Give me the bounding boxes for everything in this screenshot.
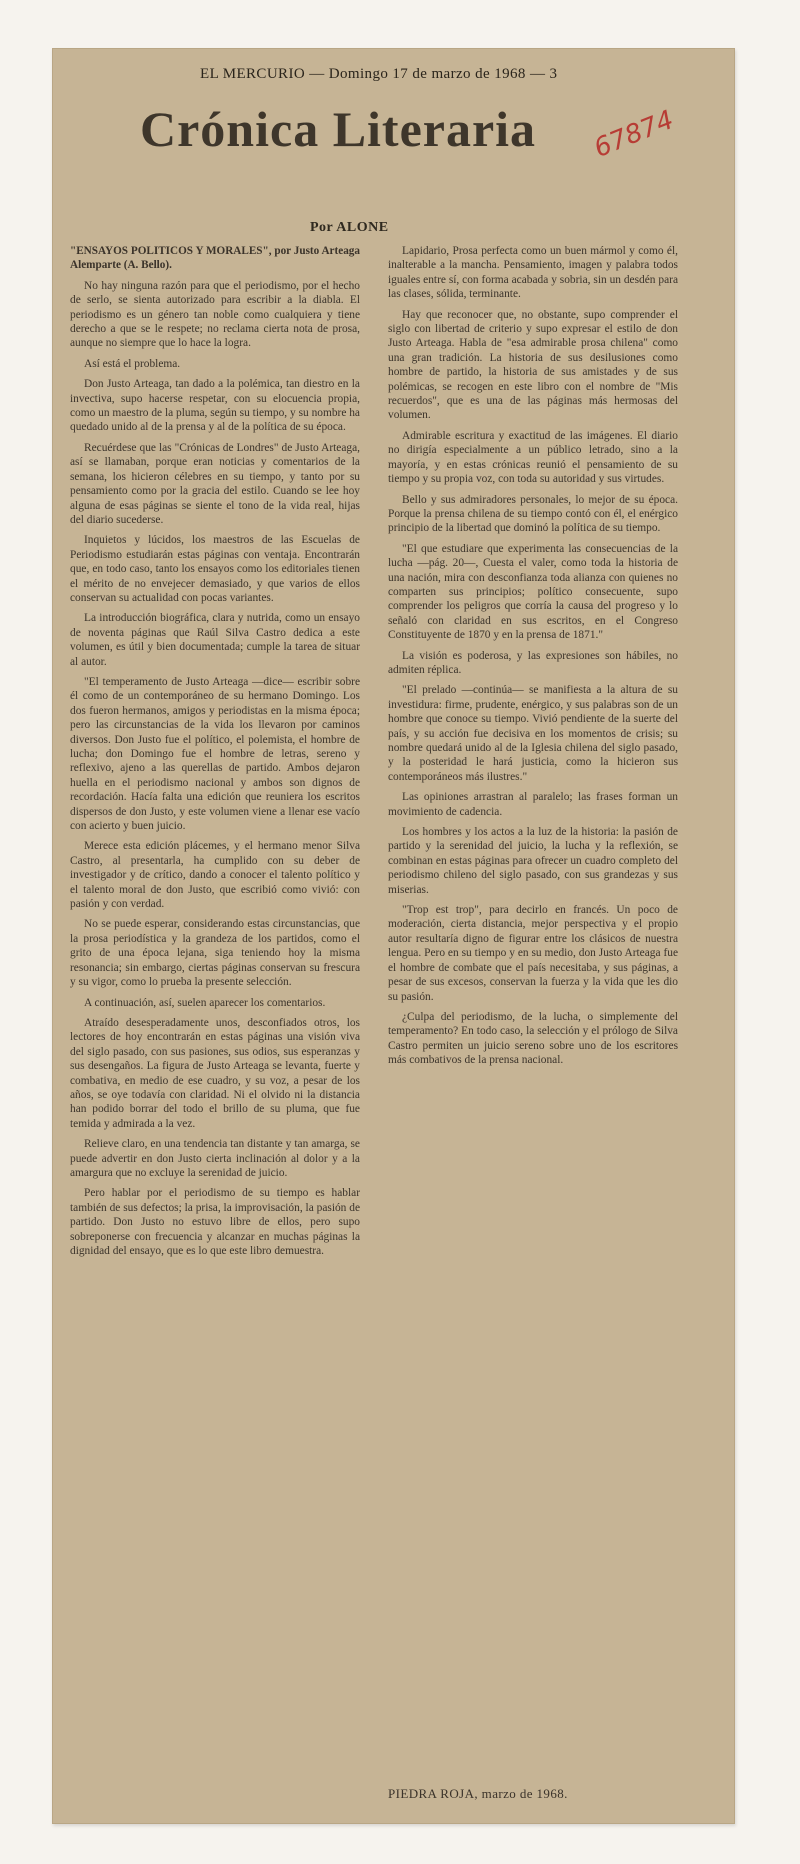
paragraph: No se puede esperar, considerando estas circunstancias, que la prosa periodística y la grandeza de los partidos, como el grito de una época lejana, siga teniendo hoy la misma resonancia; sin embargo, ciertas páginas conservan su frescura y su vigor, como lo prueba la presente selección. xyxy=(70,918,360,989)
article-column-right xyxy=(388,244,678,1792)
paragraph: La introducción biográfica, clara y nutrida, como un ensayo de noventa páginas que Raúl Silva Castro dedica a este volumen, es útil y bien documentada; cumple la tarea de situar al autor. xyxy=(70,612,360,668)
paragraph: "El que estudiare que experimenta las consecuencias de la lucha —pág. 20—, Cuesta el valer, como toda la historia de una nación, mira con desconfianza toda alianza con quienes no comparten sus principios; político consecuente, supo comprender los peligros que corría la causa del progreso y lo señaló con claridad en sus escritos, en el Congreso Constituyente de 1870 y en la prensa de 1871." xyxy=(388,542,678,642)
paragraph: No hay ninguna razón para que el periodismo, por el hecho de serlo, se sienta autorizado para escribir a la diabla. El periodismo es un género tan noble como cualquiera y tiene derecho a que se le respete; no reclama cierta nota de prosa, aunque no siempre que lo hace la logra. xyxy=(70,279,360,350)
paragraph: Bello y sus admiradores personales, lo mejor de su época. Porque la prensa chilena de su tiempo contó con él, el enérgico principio de la libertad que dominó la política de su tiempo. xyxy=(388,493,678,535)
paragraph: "Trop est trop", para decirlo en francés. Un poco de moderación, cierta distancia, mejor perspectiva y el propio autor resultaría digno de figurar entre los clásicos de nuestra lengua. Pero en su tiempo y en su medio, don Justo Arteaga fue el hombre de combate que el país necesitaba, y sus páginas, a pesar de sus excesos, conservan la fuerza y la vida que les dio su pasión. xyxy=(388,904,678,1003)
paragraph: ¿Culpa del periodismo, de la lucha, o simplemente del temperamento? En todo caso, la selección y el prólogo de Silva Castro permiten un juicio sereno sobre uno de los escritores más combativos de la prensa nacional. xyxy=(388,1010,678,1067)
paragraph: Así está el problema. xyxy=(84,357,181,370)
paragraph: A continuación, así, suelen aparecer los comentarios. xyxy=(84,996,326,1009)
article-signoff: PIEDRA ROJA, marzo de 1968. xyxy=(388,1786,568,1801)
paragraph: Relieve claro, en una tendencia tan distante y tan amarga, se puede advertir en don Justo cierta inclinación al dolor y a la amargura que no excluye la serenidad de juicio. xyxy=(70,1138,360,1179)
paragraph: Inquietos y lúcidos, los maestros de las Escuelas de Periodismo estudiarán estas páginas con ventaja. Encontrarán que, en todo caso, tanto los ensayos como los editoriales tienen el mérito de no envejecer demasiado, y que varios de ellos conservan su actualidad con pocas variantes. xyxy=(70,534,360,604)
handwritten-archive-number: 67874 xyxy=(590,105,678,164)
paragraph: Merece esta edición plácemes, y el hermano menor Silva Castro, al presentarla, ha cumplido con su deber de investigador y de crítico, dando a conocer el talento político y el talento moral de don Justo, que escribió como vivió: con pasión y con verdad. xyxy=(70,840,360,911)
paragraph: "El prelado —continúa— se manifiesta a la altura de su investidura: firme, prudente, enérgico, y sus palabras son de un hombre que conoce su tiempo. Vivió pendiente de la suerte del país, y su acción fue decisiva en los momentos de crisis; su nombre quedará unido al de la Iglesia chilena del siglo pasado, y la posteridad le hará justicia, como la hicieron sus contemporáneos más ilustres." xyxy=(388,684,678,783)
paragraph: Hay que reconocer que, no obstante, supo comprender el siglo con libertad de criterio y supo expresar el estilo de don Justo Arteaga. Habla de "esa admirable prosa chilena" como una gran tradición. La historia de sus desilusiones como hombre de partido, la historia de sus amistades y de sus polémicas, se recogen en este libro con el nombre de "Mis recuerdos", que es una de las páginas más hermosas del volumen. xyxy=(388,308,678,422)
paragraph: Don Justo Arteaga, tan dado a la polémica, tan diestro en la invectiva, supo hacerse respetar, con su elocuencia propia, como un maestro de la pluma, según su tiempo, y su nombre ha quedado unido al de la prensa y al de la política de su época. xyxy=(70,378,360,434)
paragraph: Los hombres y los actos a la luz de la historia: la pasión de partido y la serenidad del juicio, la lucha y la reflexión, se combinan en estas páginas para ofrecer un cuadro completo del periodismo chileno del siglo pasado, con sus grandezas y sus miserias. xyxy=(388,826,678,896)
paragraph: "El temperamento de Justo Arteaga —dice— escribir sobre él como de un contemporáneo de su hermano Domingo. Los dos fueron hermanos, amigos y periodistas en la misma época; pero las circunstancias de la vida los llevaron por caminos diversos. Don Justo fue el político, el polemista, el hombre de lucha; don Domingo fue el hombre de letras, sereno y reflexivo, ajeno a las querellas de partido. Ambos dejaron huella en el periodismo nacional y ambos son dignos de recordación. Hacía falta una edición que reuniera los escritos dispersos de don Justo, y este volumen viene a llenar ese vacío con acierto y buen juicio. xyxy=(70,675,360,833)
paragraph: Pero hablar por el periodismo de su tiempo es hablar también de sus defectos; la prisa, la improvisación, la pasión de partido. Don Justo no estuvo libre de ellos, pero supo sobreponerse con frecuencia y alcanzar en muchas páginas la dignidad del ensayo, que es lo que este libro demuestra. xyxy=(70,1187,360,1257)
article-lead-heading: "ENSAYOS POLITICOS Y MORALES", por Justo Arteaga Alemparte (A. Bello). xyxy=(70,245,360,272)
paragraph: Admirable escritura y exactitud de las imágenes. El diario no dirigía especialmente a un público letrado, sino a la mayoría, y en estas crónicas reunió el pensamiento de su tiempo y su propia voz, con toda su autoridad y sus virtudes. xyxy=(388,429,678,486)
byline: Por ALONE xyxy=(310,220,389,235)
paragraph: La visión es poderosa, y las expresiones son hábiles, no admiten réplica. xyxy=(388,649,678,676)
section-title: Crónica Literaria xyxy=(140,101,537,157)
article-column-left xyxy=(70,244,360,1792)
paragraph: Recuérdese que las "Crónicas de Londres" de Justo Arteaga, así se llamaban, porque eran noticias y comentarios de la semana, los hicieron célebres en su tiempo, y tanto por su pensamiento como por la gracia del estilo. Cuando se lee hoy alguna de esas páginas se siente el tono de la vida real, hijas del diario sucederse. xyxy=(70,441,360,526)
paragraph: Atraído desesperadamente unos, desconfiados otros, los lectores de hoy encontrarán en estas páginas una visión viva del siglo pasado, con sus pasiones, sus odios, sus esperanzas y sus desengaños. La figura de Justo Arteaga se levanta, fuerte y combativa, en medio de ese cuadro, y su voz, a pesar de los años, se oye todavía con claridad. Ni el olvido ni la distancia han podido borrar del todo el brillo de su pluma, que fue temida y admirada a la vez. xyxy=(70,1016,360,1130)
paragraph: Lapidario, Prosa perfecta como un buen mármol y como él, inalterable a la mancha. Pensamiento, imagen y palabra todos iguales entre sí, con forma acabada y sobria, sin un desdén para las clases, sólida, terminante. xyxy=(388,245,678,301)
paragraph: Las opiniones arrastran al paralelo; las frases forman un movimiento de cadencia. xyxy=(388,791,678,818)
newspaper-dateline: EL MERCURIO — Domingo 17 de marzo de 1968 — 3 xyxy=(200,66,558,82)
